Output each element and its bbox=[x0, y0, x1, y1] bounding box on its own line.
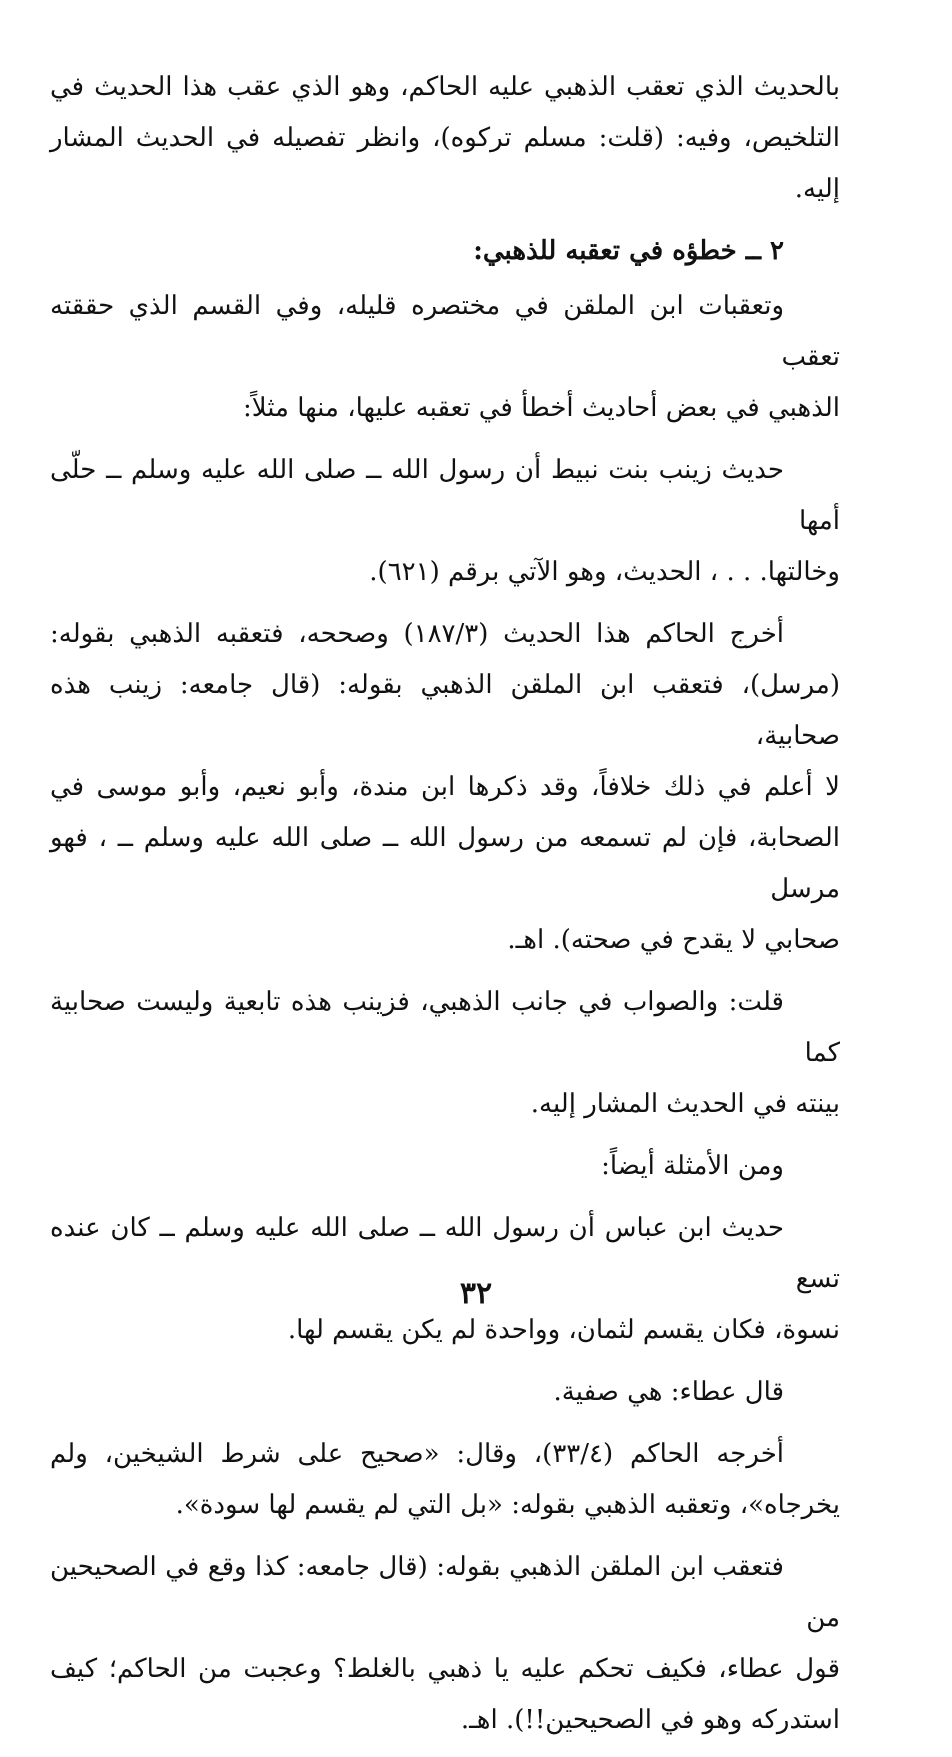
text-line: التلخيص، وفيه: (قلت: مسلم تركوه)، وانظر تفصيله في الحديث المشار إليه. bbox=[50, 123, 840, 204]
text-line: قلت: والصواب في جانب الذهبي، فزينب هذه تابعية وليست صحابية كما bbox=[50, 987, 840, 1068]
text-line: بالحديث الذي تعقب الذهبي عليه الحاكم، وهو الذي عقب هذا الحديث في bbox=[50, 72, 840, 102]
paragraph bbox=[50, 1429, 840, 1531]
section-heading bbox=[50, 226, 840, 277]
page-body bbox=[50, 62, 840, 1757]
text-line: حديث ابن عباس أن رسول الله ــ صلى الله عليه وسلم ــ كان عنده تسع bbox=[50, 1213, 840, 1294]
paragraph bbox=[50, 609, 840, 966]
text-line: يخرجاه»، وتعقبه الذهبي بقوله: «بل التي لم يقسم لها سودة». bbox=[175, 1490, 840, 1520]
text-line: صحابي لا يقدح في صحته). اهـ. bbox=[507, 925, 840, 955]
text-line: نسوة، فكان يقسم لثمان، وواحدة لم يكن يقسم لها. bbox=[287, 1315, 840, 1345]
text-line: أخرج الحاكم هذا الحديث (١٨٧/٣) وصححه، فتعقبه الذهبي بقوله: bbox=[50, 619, 784, 649]
text-line: وخالتها. . . ، الحديث، وهو الآتي برقم (٦٢١). bbox=[369, 557, 840, 587]
heading-text: ٢ ــ خطؤه في تعقبه للذهبي: bbox=[473, 236, 784, 266]
paragraph bbox=[50, 1141, 840, 1192]
text-line: (مرسل)، فتعقب ابن الملقن الذهبي بقوله: (قال جامعه: زينب هذه صحابية، bbox=[50, 670, 840, 751]
text-line: فتعقب ابن الملقن الذهبي بقوله: (قال جامعه: كذا وقع في الصحيحين من bbox=[50, 1552, 840, 1633]
text-line: الصحابة، فإن لم تسمعه من رسول الله ــ صلى الله عليه وسلم ــ ، فهو مرسل bbox=[50, 823, 840, 904]
text-line: الذهبي في بعض أحاديث أخطأ في تعقبه عليها، منها مثلاً: bbox=[242, 393, 840, 423]
paragraph bbox=[50, 977, 840, 1130]
paragraph bbox=[50, 1367, 840, 1418]
text-line: لا أعلم في ذلك خلافاً، وقد ذكرها ابن مندة، وأبو نعيم، وأبو موسى في bbox=[50, 772, 840, 802]
text-line: حديث زينب بنت نبيط أن رسول الله ــ صلى الله عليه وسلم ــ حلّى أمها bbox=[50, 455, 840, 536]
paragraph-continuation bbox=[50, 62, 840, 215]
text-line: وتعقبات ابن الملقن في مختصره قليله، وفي القسم الذي حققته تعقب bbox=[50, 291, 840, 372]
text-line: أخرجه الحاكم (٣٣/٤)، وقال: «صحيح على شرط الشيخين، ولم bbox=[50, 1439, 785, 1469]
text-line: قال عطاء: هي صفية. bbox=[553, 1377, 784, 1407]
text-line: استدركه وهو في الصحيحين!!). اهـ. bbox=[460, 1705, 840, 1735]
paragraph bbox=[50, 445, 840, 598]
page-number: ٣٢ bbox=[459, 1276, 493, 1311]
text-line: بينته في الحديث المشار إليه. bbox=[530, 1089, 840, 1119]
text-line: ومن الأمثلة أيضاً: bbox=[601, 1151, 784, 1181]
paragraph bbox=[50, 281, 840, 434]
text-line: قول عطاء، فكيف تحكم عليه يا ذهبي بالغلط؟ وعجبت من الحاكم؛ كيف bbox=[50, 1654, 840, 1684]
paragraph bbox=[50, 1542, 840, 1746]
